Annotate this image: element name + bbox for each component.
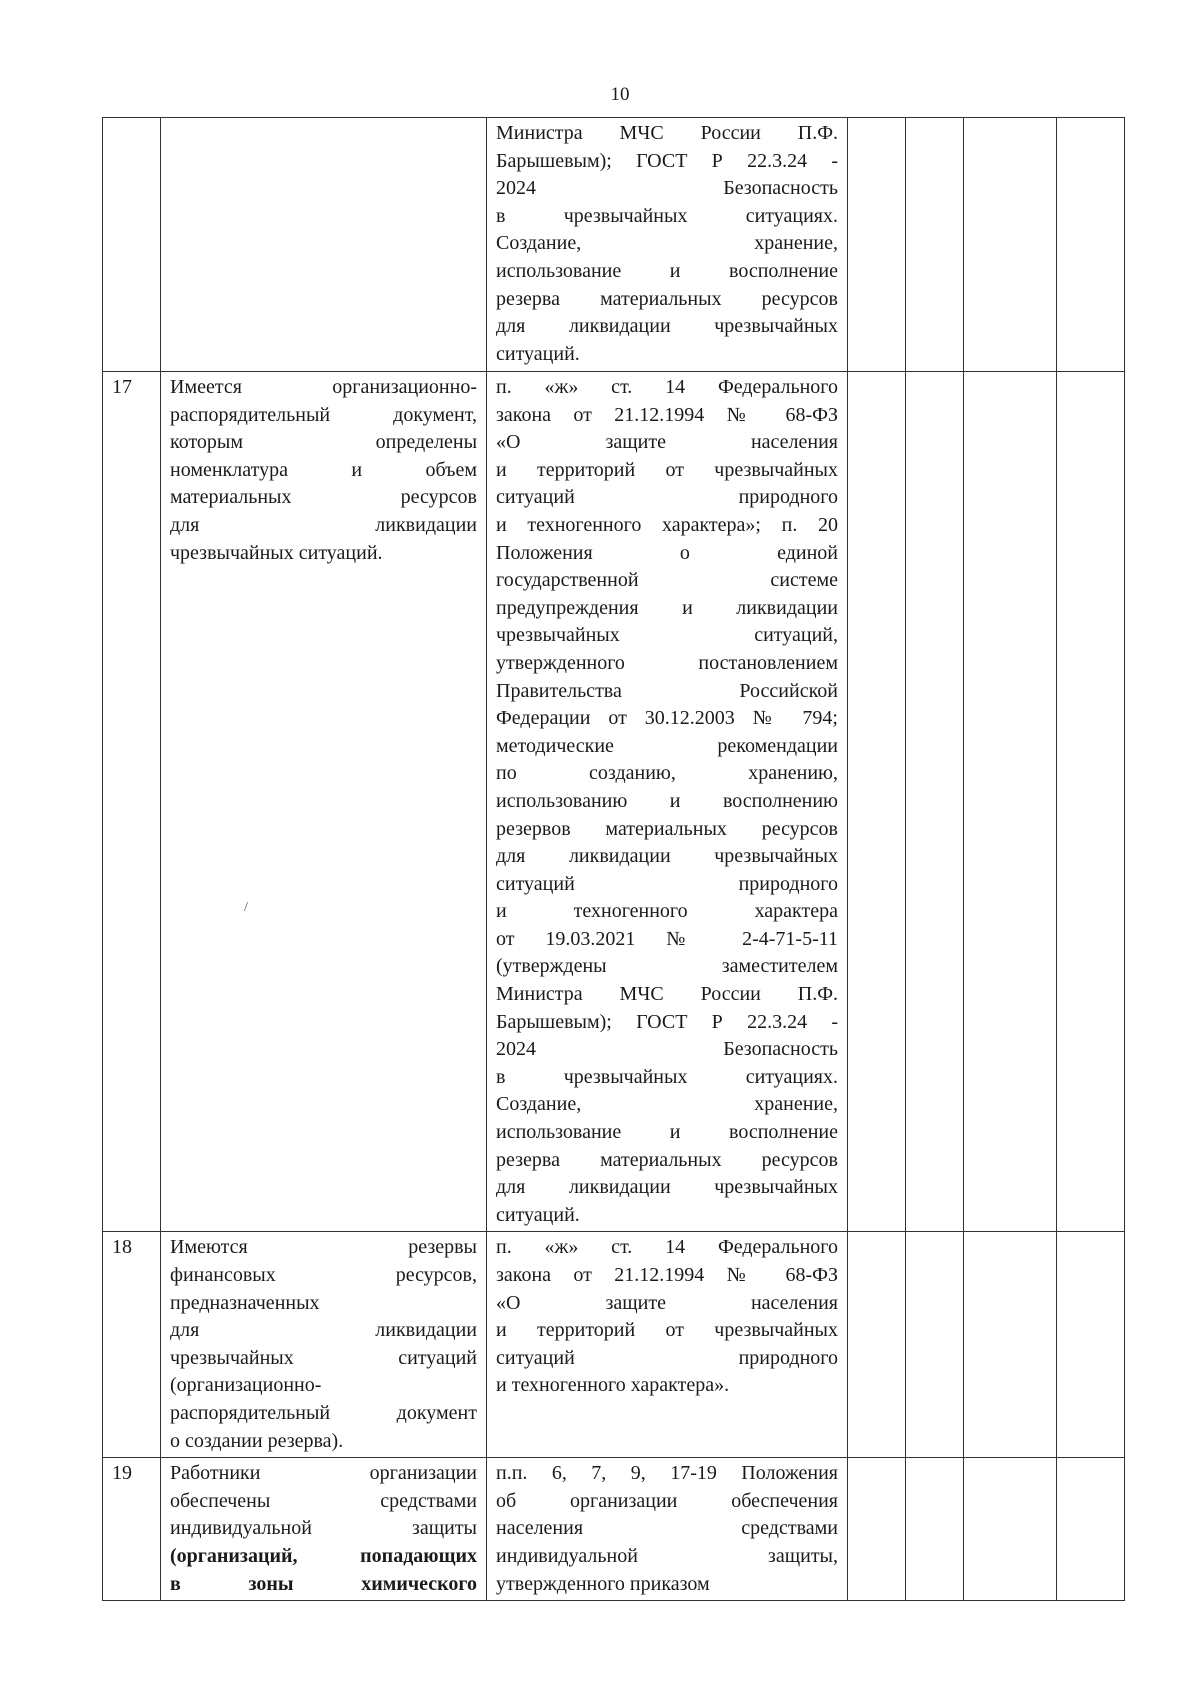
answer-no-cell [906,1232,964,1458]
answer-yes-cell [848,1458,906,1601]
row-number: 17 [103,372,161,1232]
cell-text-line: (утверждены заместителем [496,955,838,978]
page-number: 10 [610,84,630,105]
cell-text-line: утвержденного постановлением [496,651,838,674]
cell-text-line: Правительства Российской [496,679,838,702]
cell-text-line: номенклатура и объем [170,458,477,481]
not-applicable-cell [964,372,1057,1232]
cell-text-line: 2024 Безопасность [496,1038,838,1061]
row-number: 19 [103,1458,161,1601]
cell-text-line: в чрезвычайных ситуациях. [496,204,838,227]
cell-text-line: п.п. 6, 7, 9, 17-19 Положения [496,1462,838,1485]
row-number [103,118,161,372]
cell-text-line: населения средствами [496,1517,838,1540]
cell-text-line: резерва материальных ресурсов [496,287,838,310]
cell-text-line: по созданию, хранению, [496,762,838,785]
answer-yes-cell [848,372,906,1232]
requirement-cell [161,1458,487,1601]
cell-text-line: 2024 Безопасность [496,177,838,200]
cell-text-line: для ликвидации [170,513,477,536]
cell-text-line: «О защите населения [496,1291,838,1314]
cell-text-line: ситуаций. [496,342,580,365]
cell-text-line: и территорий от чрезвычайных [496,1319,838,1342]
cell-text-line: методические рекомендации [496,734,838,757]
not-applicable-cell [964,118,1057,372]
table-row [103,372,1125,1232]
cell-text-line: Работники организации [170,1462,477,1485]
cell-text-line: Барышевым); ГОСТ Р 22.3.24 - [496,149,838,172]
note-cell [1057,372,1125,1232]
cell-text-line: Министра МЧС России П.Ф. [496,122,838,144]
cell-text-line: использование и восполнение [496,1121,838,1144]
cell-text-line: п. «ж» ст. 14 Федерального [496,1236,838,1259]
cell-text-line: чрезвычайных ситуаций, [496,624,838,647]
requirement-cell [161,372,487,1232]
cell-text-line: для ликвидации [170,1319,477,1342]
answer-no-cell [906,118,964,372]
cell-text-line: Создание, хранение, [496,232,838,255]
table-row [103,1458,1125,1601]
reference-cell [487,372,848,1232]
cell-text-line: от 19.03.2021 № 2-4-71-5-11 [496,927,838,950]
cell-text-line: и техногенного характера [496,900,838,923]
requirement-cell [161,118,487,372]
cell-text-line: предупреждения и ликвидации [496,596,838,619]
cell-text-line: в чрезвычайных ситуациях. [496,1065,838,1088]
reference-cell [487,1458,848,1601]
cell-text-line: «О защите населения [496,431,838,454]
cell-text-line: использование и восполнение [496,259,838,282]
not-applicable-cell [964,1232,1057,1458]
answer-yes-cell [848,1232,906,1458]
cell-text-line: распорядительный документ, [170,403,477,426]
table-row [103,1232,1125,1458]
cell-text-line: использованию и восполнению [496,789,838,812]
not-applicable-cell [964,1458,1057,1601]
cell-text-line: для ликвидации чрезвычайных [496,1176,838,1199]
requirement-cell [161,1232,487,1458]
cell-text-line: материальных ресурсов [170,486,477,509]
cell-text-line: Имеются резервы [170,1236,477,1259]
table-row [103,118,1125,372]
answer-no-cell [906,1458,964,1601]
cell-text-line: Положения о единой [496,541,838,564]
checklist-table [102,117,1125,1601]
answer-no-cell [906,372,964,1232]
cell-text-line: обеспечены средствами [170,1489,477,1512]
cell-text-line: Министра МЧС России П.Ф. [496,983,838,1006]
cell-text-line: Имеется организационно- [170,376,477,398]
cell-text-line: Барышевым); ГОСТ Р 22.3.24 - [496,1010,838,1033]
cell-text-line: финансовых ресурсов, [170,1264,477,1286]
note-cell [1057,1232,1125,1458]
note-cell [1057,1458,1125,1601]
cell-text-line: и техногенного характера». [496,1374,730,1397]
cell-text-line: об организации обеспечения [496,1489,838,1512]
cell-text-line: индивидуальной защиты, [496,1544,838,1567]
cell-text-line: закона от 21.12.1994 № 68-ФЗ [496,403,838,426]
reference-cell [487,1232,848,1458]
cell-text-line: чрезвычайных ситуаций. [170,541,383,564]
cell-text-line: Создание, хранение, [496,1093,838,1116]
cell-text-line: резерва материальных ресурсов [496,1148,838,1171]
cell-text-line: и территорий от чрезвычайных [496,458,838,481]
cell-text-line: которым определены [170,431,477,454]
cell-text-line: и техногенного характера»; п. 20 [496,513,838,536]
cell-text-line: закона от 21.12.1994 № 68-ФЗ [496,1264,838,1286]
cell-text-line: резервов материальных ресурсов [496,817,838,840]
cell-text-line: государственной системе [496,569,838,592]
cell-text-line: индивидуальной защиты [170,1517,477,1540]
cell-text-line: ситуаций. [496,1203,580,1226]
cell-text-line: предназначенных [170,1291,320,1314]
cell-text-line: утвержденного приказом [496,1572,710,1595]
row-number: 18 [103,1232,161,1458]
answer-yes-cell [848,118,906,372]
cell-text-line: для ликвидации чрезвычайных [496,845,838,868]
cell-text-line: (организаций, попадающих [170,1544,477,1567]
cell-text-line: ситуаций природного [496,1346,838,1369]
cell-text-line: чрезвычайных ситуаций [170,1346,477,1369]
cell-text-line: ситуаций природного [496,872,838,895]
reference-cell [487,118,848,372]
stray-pen-mark: / [244,900,248,915]
cell-text-line: для ликвидации чрезвычайных [496,315,838,338]
cell-text-line: (организационно- [170,1374,322,1397]
cell-text-line: о создании резерва). [170,1429,344,1452]
cell-text-line: ситуаций природного [496,486,838,509]
cell-text-line: п. «ж» ст. 14 Федерального [496,376,838,398]
note-cell [1057,118,1125,372]
cell-text-line: в зоны химического [170,1572,477,1595]
cell-text-line: Федерации от 30.12.2003 № 794; [496,707,838,730]
cell-text-line: распорядительный документ [170,1401,477,1424]
